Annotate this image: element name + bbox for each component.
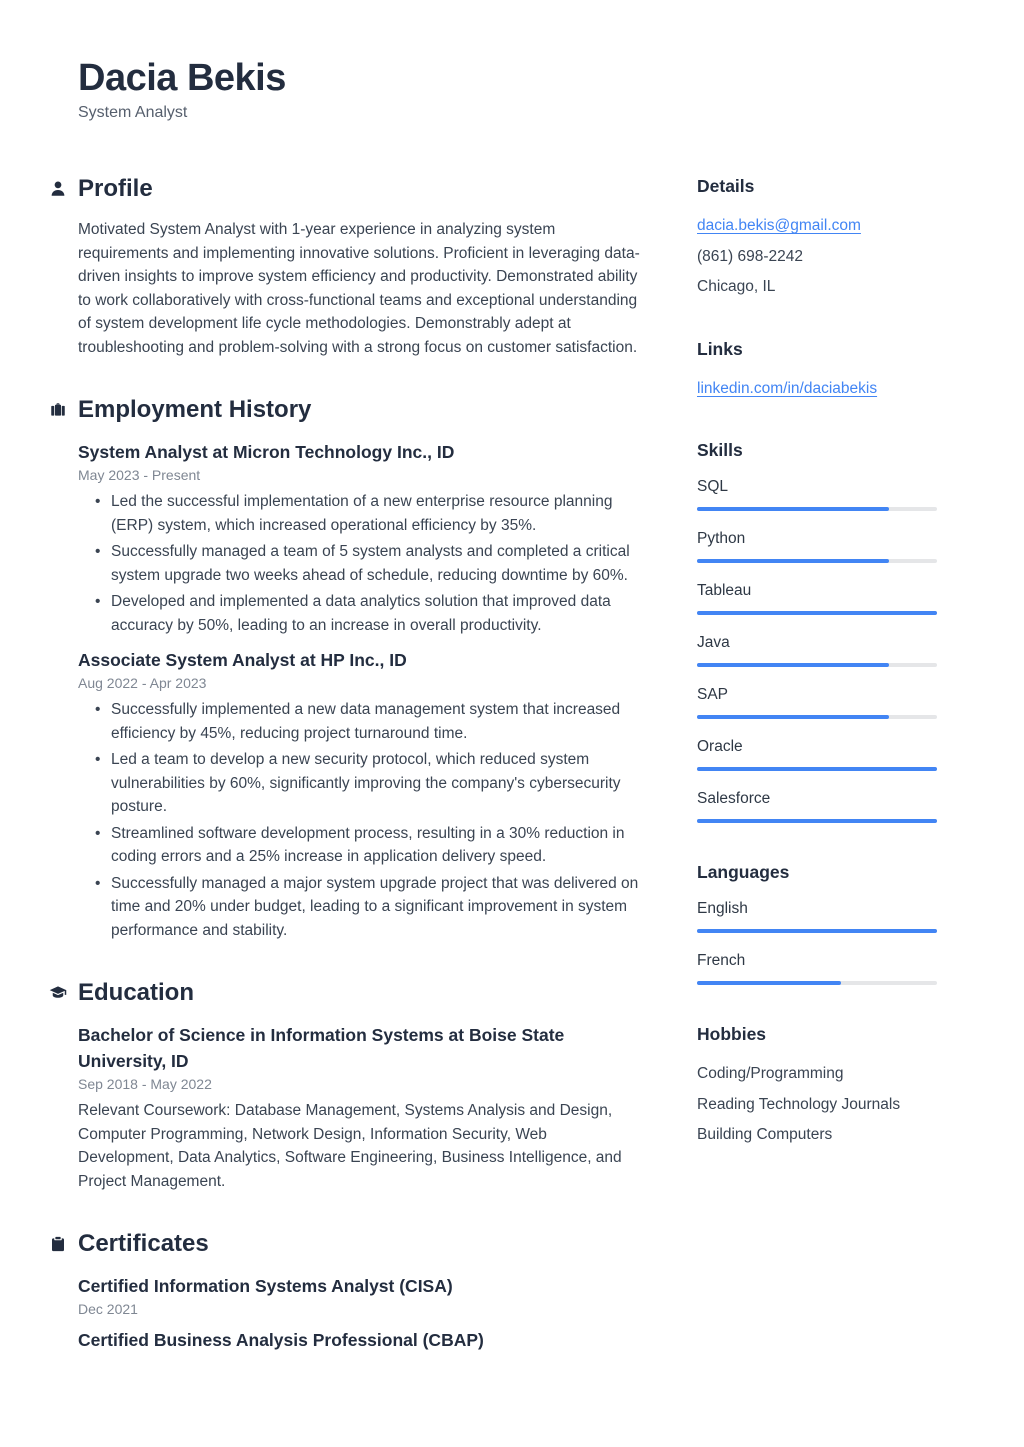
- education-entry: [78, 1022, 640, 1193]
- certificates-heading: Certificates: [78, 1230, 209, 1257]
- skill-progress-bar: [697, 767, 937, 771]
- hobby-item: Building Computers: [697, 1126, 833, 1143]
- language-row: [697, 898, 937, 933]
- skill-name: SQL: [697, 478, 729, 495]
- section-profile: [78, 174, 640, 359]
- job-bullet: • Successfully managed a major system upgrade project that was delivered on time and 20% under budget, leading to a significant improvement in system performance and stability.: [95, 872, 640, 943]
- skill-progress-bar: [697, 715, 889, 719]
- skill-progress-track: [697, 715, 937, 719]
- hobbies-section: [697, 1022, 937, 1151]
- job-dates: May 2023 - Present: [78, 467, 201, 483]
- main-column: [78, 174, 640, 1353]
- education-dates: Sep 2018 - May 2022: [78, 1076, 212, 1092]
- job-title: System Analyst at Micron Technology Inc., ID: [78, 442, 455, 462]
- links-heading: Links: [697, 338, 743, 359]
- location: Chicago, IL: [697, 278, 776, 295]
- languages-section: [697, 860, 937, 985]
- certificate-title: Certified Information Systems Analyst (CISA): [78, 1276, 453, 1296]
- briefcase-icon: [49, 401, 67, 419]
- skill-row: [697, 632, 937, 667]
- job-title: Associate System Analyst at HP Inc., ID: [78, 650, 407, 670]
- skill-name: SAP: [697, 686, 729, 703]
- certificate-entry: [78, 1273, 640, 1317]
- details-section: [697, 174, 937, 303]
- skill-progress-track: [697, 767, 937, 771]
- skill-progress-track: [697, 559, 937, 563]
- hobbies-heading: Hobbies: [697, 1024, 767, 1044]
- skill-row: [697, 580, 937, 615]
- skill-row: [697, 736, 937, 771]
- person-icon: [49, 180, 67, 198]
- details-heading: Details: [697, 176, 755, 196]
- language-progress-track: [697, 929, 937, 933]
- job-entry: [78, 439, 640, 637]
- education-description: Relevant Coursework: Database Management, Systems Analysis and Design, Computer Programming, Network Design, Information Security, Web Development, Data Analytics, Software Engineering, Business Intelligence, and Project Management.: [78, 1102, 622, 1190]
- job-bullet: • Successfully managed a team of 5 system analysts and completed a critical system upgrade two weeks ahead of schedule, reducing downtime by 60%.: [95, 540, 640, 587]
- language-name: French: [697, 952, 746, 969]
- phone-number: (861) 698-2242: [697, 247, 803, 265]
- education-heading: Education: [78, 979, 195, 1006]
- job-entry: [78, 647, 640, 942]
- skill-name: Tableau: [697, 582, 752, 599]
- skill-row: [697, 476, 937, 511]
- skill-progress-bar: [697, 819, 937, 823]
- job-bullet: • Led the successful implementation of a new enterprise resource planning (ERP) system, which increased operational efficiency by 35%.: [95, 490, 640, 537]
- hobby-item: Reading Technology Journals: [697, 1095, 901, 1113]
- skill-progress-track: [697, 611, 937, 615]
- clipboard-icon: [49, 1235, 67, 1253]
- languages-heading: Languages: [697, 862, 790, 882]
- linkedin-link[interactable]: linkedin.com/in/daciabekis: [697, 379, 878, 397]
- language-name: English: [697, 900, 748, 917]
- person-job-title: System Analyst: [78, 104, 188, 121]
- skill-progress-track: [697, 663, 937, 667]
- certificate-dates: Dec 2021: [78, 1301, 138, 1317]
- profile-text: Motivated System Analyst with 1-year experience in analyzing system requirements and implementing innovative solutions. Proficient in leveraging data-driven insights to improve system efficiency and productivity. Demonstrated ability to work collaboratively with cross-functional teams and exceptional understanding of system development life cycle methodologies. Demonstrably adept at troubleshooting and problem-solving with a strong focus on customer satisfaction.: [78, 221, 640, 356]
- skill-row: [697, 684, 937, 719]
- section-education: [78, 978, 640, 1193]
- skill-progress-bar: [697, 507, 889, 511]
- language-progress-track: [697, 981, 937, 985]
- job-bullet: • Streamlined software development process, resulting in a 30% reduction in coding errors and a 25% increase in application delivery speed.: [95, 822, 640, 869]
- section-certificates: [78, 1229, 640, 1353]
- skill-progress-bar: [697, 559, 889, 563]
- skill-progress-bar: [697, 663, 889, 667]
- job-bullet-list: [95, 698, 640, 942]
- section-employment-history: [78, 395, 640, 942]
- profile-heading: Profile: [78, 175, 153, 202]
- skill-name: Python: [697, 530, 746, 547]
- job-bullet: • Developed and implemented a data analytics solution that improved data accuracy by 50%, leading to an increase in overall productivity.: [95, 590, 640, 637]
- skill-progress-track: [697, 507, 937, 511]
- job-dates: Aug 2022 - Apr 2023: [78, 675, 207, 691]
- certificate-entry: [78, 1327, 640, 1353]
- hobby-item: Coding/Programming: [697, 1065, 844, 1082]
- job-bullet: • Led a team to develop a new security protocol, which reduced system vulnerabilities by 60%, significantly improving the company's cybersecurity posture.: [95, 748, 640, 819]
- language-progress-bar: [697, 929, 937, 933]
- job-bullet-list: [95, 490, 640, 637]
- skill-name: Salesforce: [697, 790, 771, 807]
- language-progress-bar: [697, 981, 841, 985]
- skills-heading: Skills: [697, 440, 743, 460]
- skills-section: [697, 438, 937, 823]
- skill-name: Oracle: [697, 738, 743, 755]
- header: [78, 56, 937, 122]
- links-section: [697, 337, 937, 405]
- skill-row: [697, 528, 937, 563]
- graduation-cap-icon: [49, 984, 67, 1002]
- job-bullet: • Successfully implemented a new data management system that increased efficiency by 45%, reducing project turnaround time.: [95, 698, 640, 745]
- person-name: Dacia Bekis: [78, 57, 286, 99]
- sidebar: [697, 174, 937, 1151]
- skill-row: [697, 788, 937, 823]
- employment-heading: Employment History: [78, 396, 312, 423]
- email-link[interactable]: dacia.bekis@gmail.com: [697, 217, 861, 234]
- skill-progress-track: [697, 819, 937, 823]
- skill-progress-bar: [697, 611, 937, 615]
- skill-name: Java: [697, 634, 730, 651]
- certificate-title: Certified Business Analysis Professional (CBAP): [78, 1330, 484, 1350]
- language-row: [697, 950, 937, 985]
- degree-title: Bachelor of Science in Information Systems at Boise State University, ID: [78, 1025, 565, 1071]
